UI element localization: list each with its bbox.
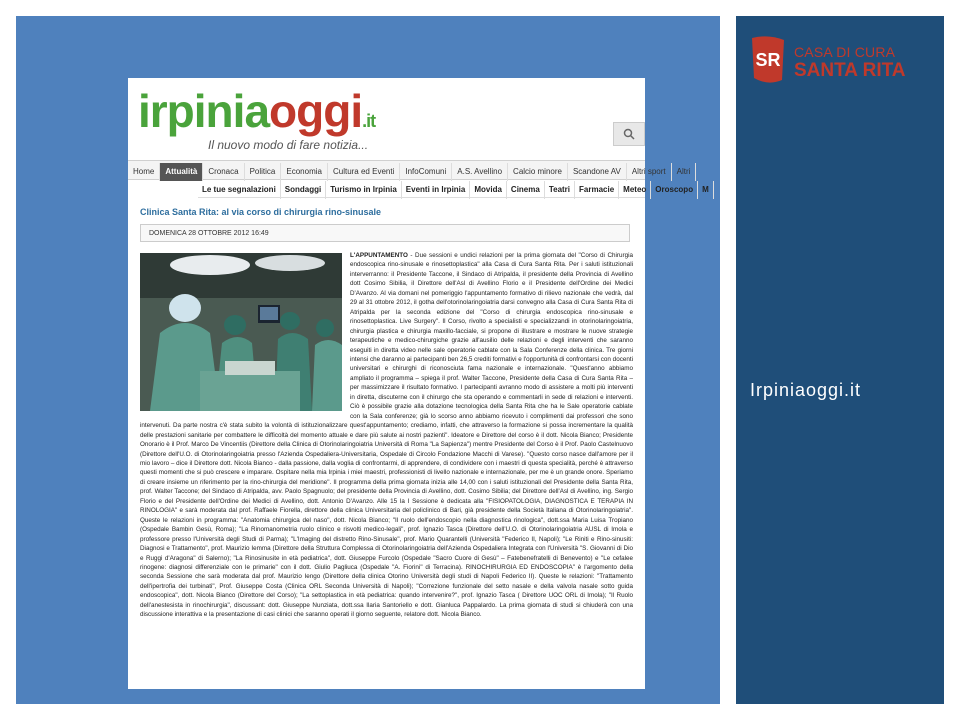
logo-part-2: oggi bbox=[269, 85, 363, 137]
primary-nav bbox=[128, 160, 691, 180]
subnav-item-8[interactable]: Meteo bbox=[619, 181, 651, 199]
subnav-item-5[interactable]: Cinema bbox=[507, 181, 545, 199]
nav-item-9[interactable]: Scandone AV bbox=[568, 163, 627, 181]
slide-left-panel bbox=[16, 16, 720, 704]
slide-caption: Irpiniaoggi.it bbox=[750, 380, 862, 400]
subnav-item-6[interactable]: Teatri bbox=[545, 181, 575, 199]
subnav-item-7[interactable]: Farmacie bbox=[575, 181, 619, 199]
sr-logo-line1: CASA DI CURA bbox=[794, 44, 896, 60]
slide-right-panel bbox=[736, 16, 944, 704]
subnav-item-10[interactable]: M bbox=[698, 181, 714, 199]
nav-item-3[interactable]: Politica bbox=[245, 163, 282, 181]
photo-spacer bbox=[140, 251, 350, 413]
site-tagline: Il nuovo modo di fare notizia... bbox=[208, 138, 369, 152]
site-logo[interactable] bbox=[138, 86, 375, 146]
subnav-item-3[interactable]: Eventi in Irpinia bbox=[402, 181, 471, 199]
sr-mark-text: SR bbox=[755, 50, 781, 70]
nav-item-0[interactable]: Home bbox=[128, 163, 160, 181]
article-date: DOMENICA 28 OTTOBRE 2012 16:49 bbox=[140, 224, 630, 242]
logo-part-3: .it bbox=[362, 111, 376, 131]
subnav-item-4[interactable]: Movida bbox=[470, 181, 507, 199]
sr-logo-mark bbox=[748, 34, 788, 86]
subnav-item-9[interactable]: Oroscopo bbox=[651, 181, 698, 199]
subnav-item-2[interactable]: Turismo in Irpinia bbox=[326, 181, 402, 199]
nav-item-8[interactable]: Calcio minore bbox=[508, 163, 568, 181]
article-title[interactable]: Clinica Santa Rita: al via corso di chirurgia rino-sinusale bbox=[140, 207, 382, 217]
nav-item-6[interactable]: InfoComuni bbox=[400, 163, 452, 181]
logo-part-1: irpinia bbox=[138, 85, 270, 137]
article-lead: L'APPUNTAMENTO bbox=[350, 252, 408, 259]
search-icon[interactable] bbox=[613, 122, 645, 146]
article-text: - Due sessioni e undici relazioni per la prima giornata del "Corso di Chirurgia endoscopica rino-sinusale e rinosettoplastica" alla Casa di Cura Santa Rita. Per i saluti istituzionali interverranno: il Presidente Taccone, il Sindaco di Atripalda, il presidente della Provincia di Avellino dott Cosimo Sibilia, il Direttore dell'Asl di Avellino Florio e il Presidente dell'Ordine dei Medici D'Avanzo. Al via domani nel pomeriggio l'appuntamento formativo di rilievo nazionale che vedrà, dal 29 al 31 ottobre 2012, il gotha dell'otorinolaringoiatria darsi convegno alla Casa di Cura Santa Rita di Atripalda per la seconda edizione del "Corso di chirurgia endoscopica rino-sinusale e rinosettoplastica. Live Surgery". Il Corso, rivolto a specialisti e specializzandi in otorinolaringoiatria, chirurgia plastica e chirurgia maxillo-facciale, si propone di illustrare e mostrare le nuove strategie terapeutiche e medico-chirurgiche grazie all'ausilio delle relazioni e degli interventi che saranno eseguiti in diretta video nelle sale operatorie cablate con la Sala Conferenze della clinica. Tre giorni intensi che daranno ai partecipanti ben 26,5 crediti formativi e l'opportunità di confrontarsi con docenti universitari e chirurghi di riconosciuta fama nazionale e internazionale. "Quest'anno abbiamo ampliato il programma – spiega il prof. Walter Taccone, Presidente della Casa di Cura Santa Rita – per massimizzare il risultato formativo. I partecipanti avranno modo di assistere a molti più interventi in diretta, discuterne con il chirurgo che sta operando e commentarli in sede di relazioni e interventi. Ciò è possibile grazie alla dotazione tecnologica della Santa Rita che ha le Sale operatorie cablate con la Sala conferenze; già lo scorso anno abbiamo ricevuto i complimenti dai professori che sono intervenuti. Da parte nostra c'è stata subito la volontà di istituzionalizzare quest'appuntamento; crediamo, infatti, che attraverso la formazione si possa incrementare la qualità delle prestazioni sanitarie per combattere le difficoltà del momento attuale e dare più salute ai nostri pazienti". Ideatore e Direttore del corso è il dott. Nicola Bianco; Presidente Onorario è il Prof. Marco De Vincentiis (Direttore della Clinica di Otorinolaringoiatria Università di Roma "La Sapienza") mentre Presidente del Corso è il Prof. Paolo Castelnuovo (Direttore dell'U.O. di Otorinolaringoiatria presso l'Azienda Ospedaliera-Universitaria, Ospedale di Circolo Fondazione Macchi di Varese). "Questo corso nasce dall'amore per il mio lavoro – dice il Direttore dott. Nicola Bianco - dalla passione, dalla voglia di confrontarmi, di apprendere, di condividere con i maestri di questa specialità, perché è attraverso questi momenti che si può crescere e imparare. Ospitare nella mia Irpinia i miei maestri, professionisti di livello nazionale e internazionale, per me è un grande onore. Speriamo di creare insieme un riferimento per la rino-chirurgia del meridione". Il programma della prima giornata inizia alle 14,00 con i saluti istituzionali del Presidente della Santa Rita, prof. Walter Taccone; del Sindaco di Atripalda, avv. Paolo Spagnuolo; del presidente della Provincia di Avellino, dott. Cosimo Sibilia; del Direttore dell'Asl di Avellino, ing. Sergio Florio e del Presidente dell'Ordine dei Medici di Avellino, dott. Antonio D'Avanzo. Alle 15 la I Sessione è dedicata alla "FISIOPATOLOGIA, DIAGNOSTICA E TERAPIA IN RINOLOGIA" e sarà moderata dal prof. Raffaele Fiorella, direttore della clinica Universitaria del policlinico di Bari, già presidente della Società Italiana di Otorinolaringoiatria". Queste le relazioni in programma: "Anatomia chirurgica del naso", dott. Nicola Bianco; "Il ruolo dell'endoscopio nella diagnostica rinologica", dott.ssa Maria Luisa Tropiano (Ospedale Bambin Gesù, Roma); "La Rinomanometria ruolo clinico e risvolti medico-legali", prof. Ignazio Tasca (Direttore dell'U.O. di Otorinolaringoiatria AUSL di Imola e professore presso l'Università degli Studi di Parma); "L'Imaging del distretto Rino-Sinusale", prof. Mario Quarantelli (Università "Federico II, Napoli); "Le Riniti e Rino-sinusiti: Diagnosi e Trattamento", prof. Maurizio Iemma (Direttore della Struttura Complessa di Otorinolaringoiatria dell'Azienda Ospedaliera Integrata con l'Università "S. Giovanni di Dio e Ruggi d'Aragona" di Salerno); "La Rinosinusite in età pediatrica", dott. Giuseppe Furcolo (Ospedale "Sacro Cuore di Gesù" – Fatebenefratelli di Benevento) e "Le cefalee rinogene: diagnosi differenziale con le primarie" con il dott. Giulio Pagliuca (Ospedale "A. Fiorini" di Terracina). RINOCHIRURGIA ED ENDOSCOPIA" è l'argomento della seconda Sessione che sarà moderata dal prof. Maurizio Iengo (Direttore della clinica Otorino Università degli studi di Napoli Federico II). Queste le relazioni: "Trattamento dell'ipertrofia dei turbinati", Prof. Giuseppe Costa (Clinica ORL Seconda Università di Napoli); "Correzione funzionale del setto nasale e della valvola nasale sotto guida endoscopica", dott. Nicola Bianco (Direttore del Corso); "La settoplastica in età pediatrica: quando intervenire?", prof. Ignazio Tasca ( Direttore UOC ORL di Imola); "Il Ruolo dell'anestesista in rinochirurgia", discussant: dott. Giuseppe Nunziata, dott.ssa Ilaria Santoriello e dott. Gianluca Pappalardo. La prima giornata di studi si chiuderà con una discussione interattiva e la presentazione di casi clinici che saranno operati il giorno seguente, relatore dott. Nicola Bianco. bbox=[140, 252, 633, 619]
subnav-item-1[interactable]: Sondaggi bbox=[281, 181, 326, 199]
nav-item-2[interactable]: Cronaca bbox=[203, 163, 244, 181]
nav-item-10[interactable]: Altri sport bbox=[627, 163, 672, 181]
nav-item-7[interactable]: A.S. Avellino bbox=[452, 163, 508, 181]
nav-item-11[interactable]: Altri bbox=[672, 163, 697, 181]
nav-item-4[interactable]: Economia bbox=[281, 163, 328, 181]
sr-logo-line2: SANTA RITA bbox=[794, 60, 906, 81]
subnav-item-0[interactable]: Le tue segnalazioni bbox=[198, 181, 281, 199]
nav-item-1[interactable]: Attualità bbox=[160, 163, 203, 181]
article-body bbox=[140, 251, 633, 620]
nav-item-5[interactable]: Cultura ed Eventi bbox=[328, 163, 400, 181]
article-screenshot bbox=[128, 78, 709, 689]
secondary-nav bbox=[198, 179, 709, 198]
casa-di-cura-santa-rita-logo bbox=[748, 34, 938, 90]
